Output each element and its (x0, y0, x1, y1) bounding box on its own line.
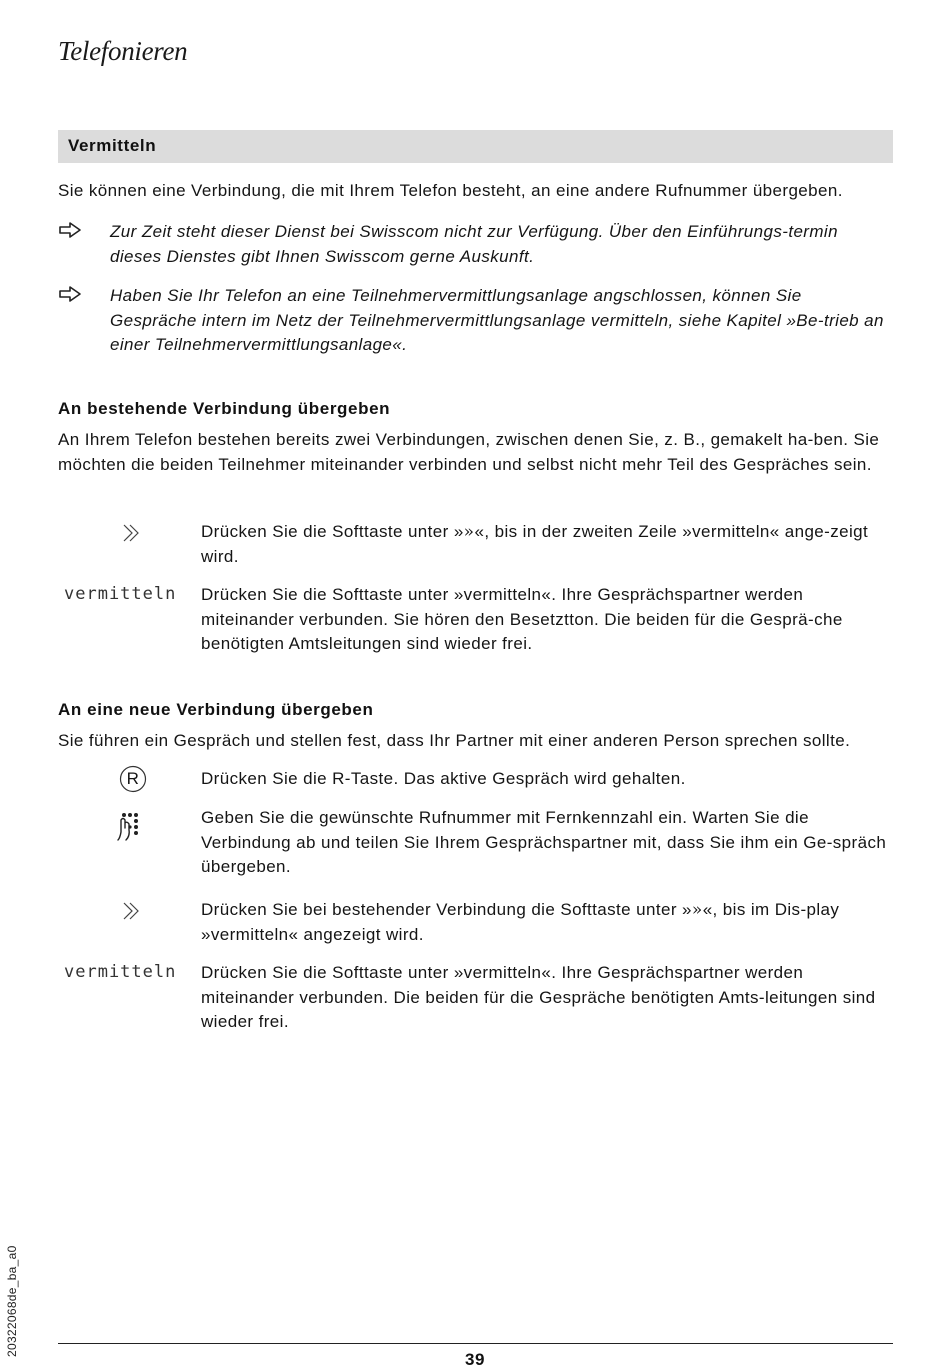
document-code: 20322068de_ba_a0 (5, 1245, 19, 1357)
display-key-icon (58, 583, 198, 609)
step-dial-number (58, 806, 893, 881)
step-vermitteln-2 (58, 961, 893, 1036)
double-chevron-icon (58, 520, 198, 546)
note-1 (58, 220, 893, 270)
section-title: Vermitteln (68, 136, 157, 155)
note-2 (58, 284, 893, 359)
step-text: Geben Sie die gewünschte Rufnummer mit Fernkennzahl ein. Warten Sie die Verbindung ab und teilen Sie Ihrem Gesprächspartner mit, dass Sie ihm ein Ge-spräch übergeben. (201, 808, 887, 876)
arrow-right-icon (58, 284, 84, 304)
step-r-key (58, 767, 893, 793)
section-title-bar (58, 130, 893, 163)
page-number: 39 (465, 1350, 485, 1369)
step-softkey-chevron-1 (58, 520, 893, 570)
step-text: Drücken Sie die Softtaste unter »»«, bis in der zweiten Zeile »vermitteln« ange-zeigt wird. (201, 522, 869, 566)
note-2-text: Haben Sie Ihr Telefon an eine Teilnehmervermittlungsanlage angschlossen, können Sie Gespräche intern im Netz der Teilnehmervermittlungsanlage vermitteln, siehe Kapitel »Be-trieb an einer Teilnehmervermittlungsanlage«. (110, 286, 884, 354)
subsection-2-text: Sie führen ein Gespräch und stellen fest, dass Ihr Partner mit einer anderen Person sprechen sollte. (58, 731, 851, 750)
intro-paragraph: Sie können eine Verbindung, die mit Ihrem Telefon besteht, an eine andere Rufnummer übergeben. (58, 181, 843, 200)
display-key-icon (58, 961, 198, 987)
inline-chevron: » (691, 900, 703, 920)
step-text: Drücken Sie die R-Taste. Das aktive Gespräch wird gehalten. (201, 769, 686, 788)
step-softkey-chevron-2 (58, 898, 893, 948)
page-header-title: Telefonieren (58, 36, 188, 66)
display-key-label: vermitteln (64, 584, 177, 604)
keypad-hand-icon (58, 806, 198, 846)
footer-divider (58, 1343, 893, 1344)
display-key-label: vermitteln (64, 962, 177, 982)
step-text: Drücken Sie die Softtaste unter »vermitteln«. Ihre Gesprächspartner werden miteinander verbunden. Die beiden für die Gespräche benötigten Amts-leitungen sind wieder frei. (201, 963, 876, 1031)
double-chevron-icon (58, 898, 198, 924)
r-key-label: R (126, 769, 140, 788)
step-text: Drücken Sie die Softtaste unter »vermitteln«. Ihre Gesprächspartner werden miteinander verbunden. Sie hören den Besetztton. Die beiden für die Gesprä-che benötigten Amtsleitungen sind wieder frei. (201, 585, 843, 653)
step-vermitteln-1 (58, 583, 893, 658)
r-key-icon (58, 767, 198, 793)
subsection-2-heading: An eine neue Verbindung übergeben (58, 700, 374, 719)
arrow-right-icon (58, 220, 84, 240)
step-text: Drücken Sie bei bestehender Verbindung die Softtaste unter »»«, bis im Dis-play »vermitteln« angezeigt wird. (201, 900, 840, 944)
inline-chevron: » (463, 522, 475, 542)
note-1-text: Zur Zeit steht dieser Dienst bei Swisscom nicht zur Verfügung. Über den Einführungs-termin dieses Dienstes gibt Ihnen Swisscom gerne Auskunft. (110, 222, 838, 266)
subsection-1-text: An Ihrem Telefon bestehen bereits zwei Verbindungen, zwischen denen Sie, z. B., gemakelt ha-ben. Sie möchten die beiden Teilnehmer miteinander verbinden und selbst nicht mehr Teil des Gespräches sein. (58, 430, 880, 474)
subsection-1-heading: An bestehende Verbindung übergeben (58, 399, 391, 418)
